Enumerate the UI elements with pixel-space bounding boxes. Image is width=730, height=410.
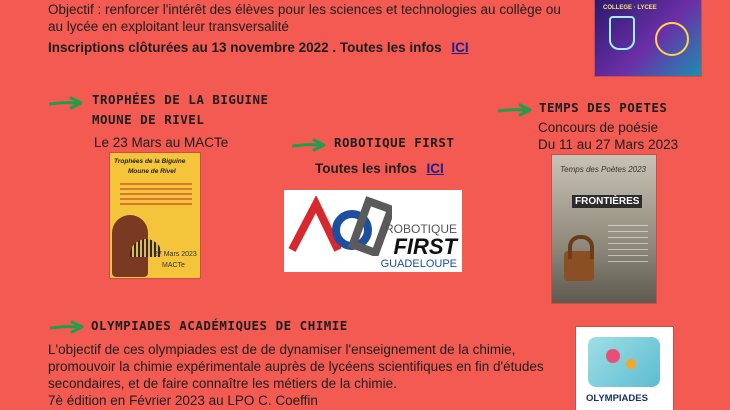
robotique-info-link[interactable]: ICI — [426, 161, 444, 176]
first-logo-icon — [288, 196, 392, 256]
intro-objective: Objectif : renforcer l'intérêt des élèves pour les sciences et technologies au collège ou au lycée en exploitant leur transversalité — [48, 2, 561, 34]
atom-icon — [655, 22, 689, 56]
intro-poster-text: COLLEGE · LYCEE — [603, 5, 657, 11]
chemistry-illustration — [588, 337, 660, 387]
robotique-logo-word1: ROBOTIQUE — [384, 222, 457, 236]
arrow-icon — [49, 96, 83, 110]
biguine-poster-subtitle: Moune de Rivel — [128, 168, 176, 175]
robotique-logo — [284, 190, 462, 272]
olympiades-desc: L'objectif de ces olympiades est de de dynamiser l'enseignement de la chimie, promouvoir la chimie expérimentale auprès de lycéens scientifiques en fin d'études secondaires, et de faire connaître les métiers de la chimie. — [48, 342, 544, 391]
poetes-title: TEMPS DES POETES — [539, 100, 668, 115]
poetes-poster-word: FRONTIÈRES — [572, 195, 642, 208]
biguine-poster-title: Trophées de la Biguine — [114, 158, 186, 165]
biguine-poster-date: 27 Mars 2023 — [154, 251, 197, 258]
intro-poster — [595, 0, 701, 76]
molecule-icon — [606, 349, 620, 363]
biguine-poster — [110, 153, 200, 278]
arrow-icon — [498, 103, 532, 117]
olympiades-edition: 7è édition en Février 2023 au LPO C. Coeffin — [48, 393, 318, 408]
olympiades-poster-word: OLYMPIADES — [586, 393, 648, 404]
robotique-logo-word3: GUADELOUPE — [380, 258, 457, 270]
robotique-logo-word2: FIRST — [393, 234, 457, 259]
poetes-line2: Du 11 au 27 Mars 2023 — [538, 137, 679, 152]
robotique-info-text: Toutes les infos — [315, 161, 417, 176]
biguine-title-line1: TROPHÉES DE LA BIGUINE — [92, 92, 269, 107]
olympiades-title: OLYMPIADES ACADÉMIQUES DE CHIMIE — [91, 318, 348, 333]
intro-info-link[interactable]: ICI — [451, 40, 469, 55]
intro-registration-text: Inscriptions clôturées au 13 novembre 2022 . Toutes les infos — [48, 40, 442, 55]
intro-registration — [48, 39, 568, 56]
poetes-poster — [552, 155, 656, 303]
biguine-poster-body — [120, 183, 192, 205]
molecule-icon — [626, 359, 636, 369]
robotique-info — [315, 160, 444, 177]
flask-icon — [609, 16, 635, 50]
arrow-icon — [292, 138, 326, 152]
robotique-title: ROBOTIQUE FIRST — [334, 135, 455, 150]
biguine-date: Le 23 Mars au MACTe — [94, 135, 229, 150]
poetes-poster-texture — [608, 225, 648, 265]
olympiades-poster — [576, 327, 673, 410]
biguine-poster-venue: MACTe — [162, 262, 185, 269]
poetes-line1: Concours de poésie — [538, 120, 659, 135]
biguine-title-line2: MOUNE DE RIVEL — [92, 112, 205, 127]
padlock-shackle — [568, 235, 594, 259]
poetes-poster-title: Temps des Poètes 2023 — [560, 165, 646, 174]
arrow-icon — [50, 320, 84, 334]
